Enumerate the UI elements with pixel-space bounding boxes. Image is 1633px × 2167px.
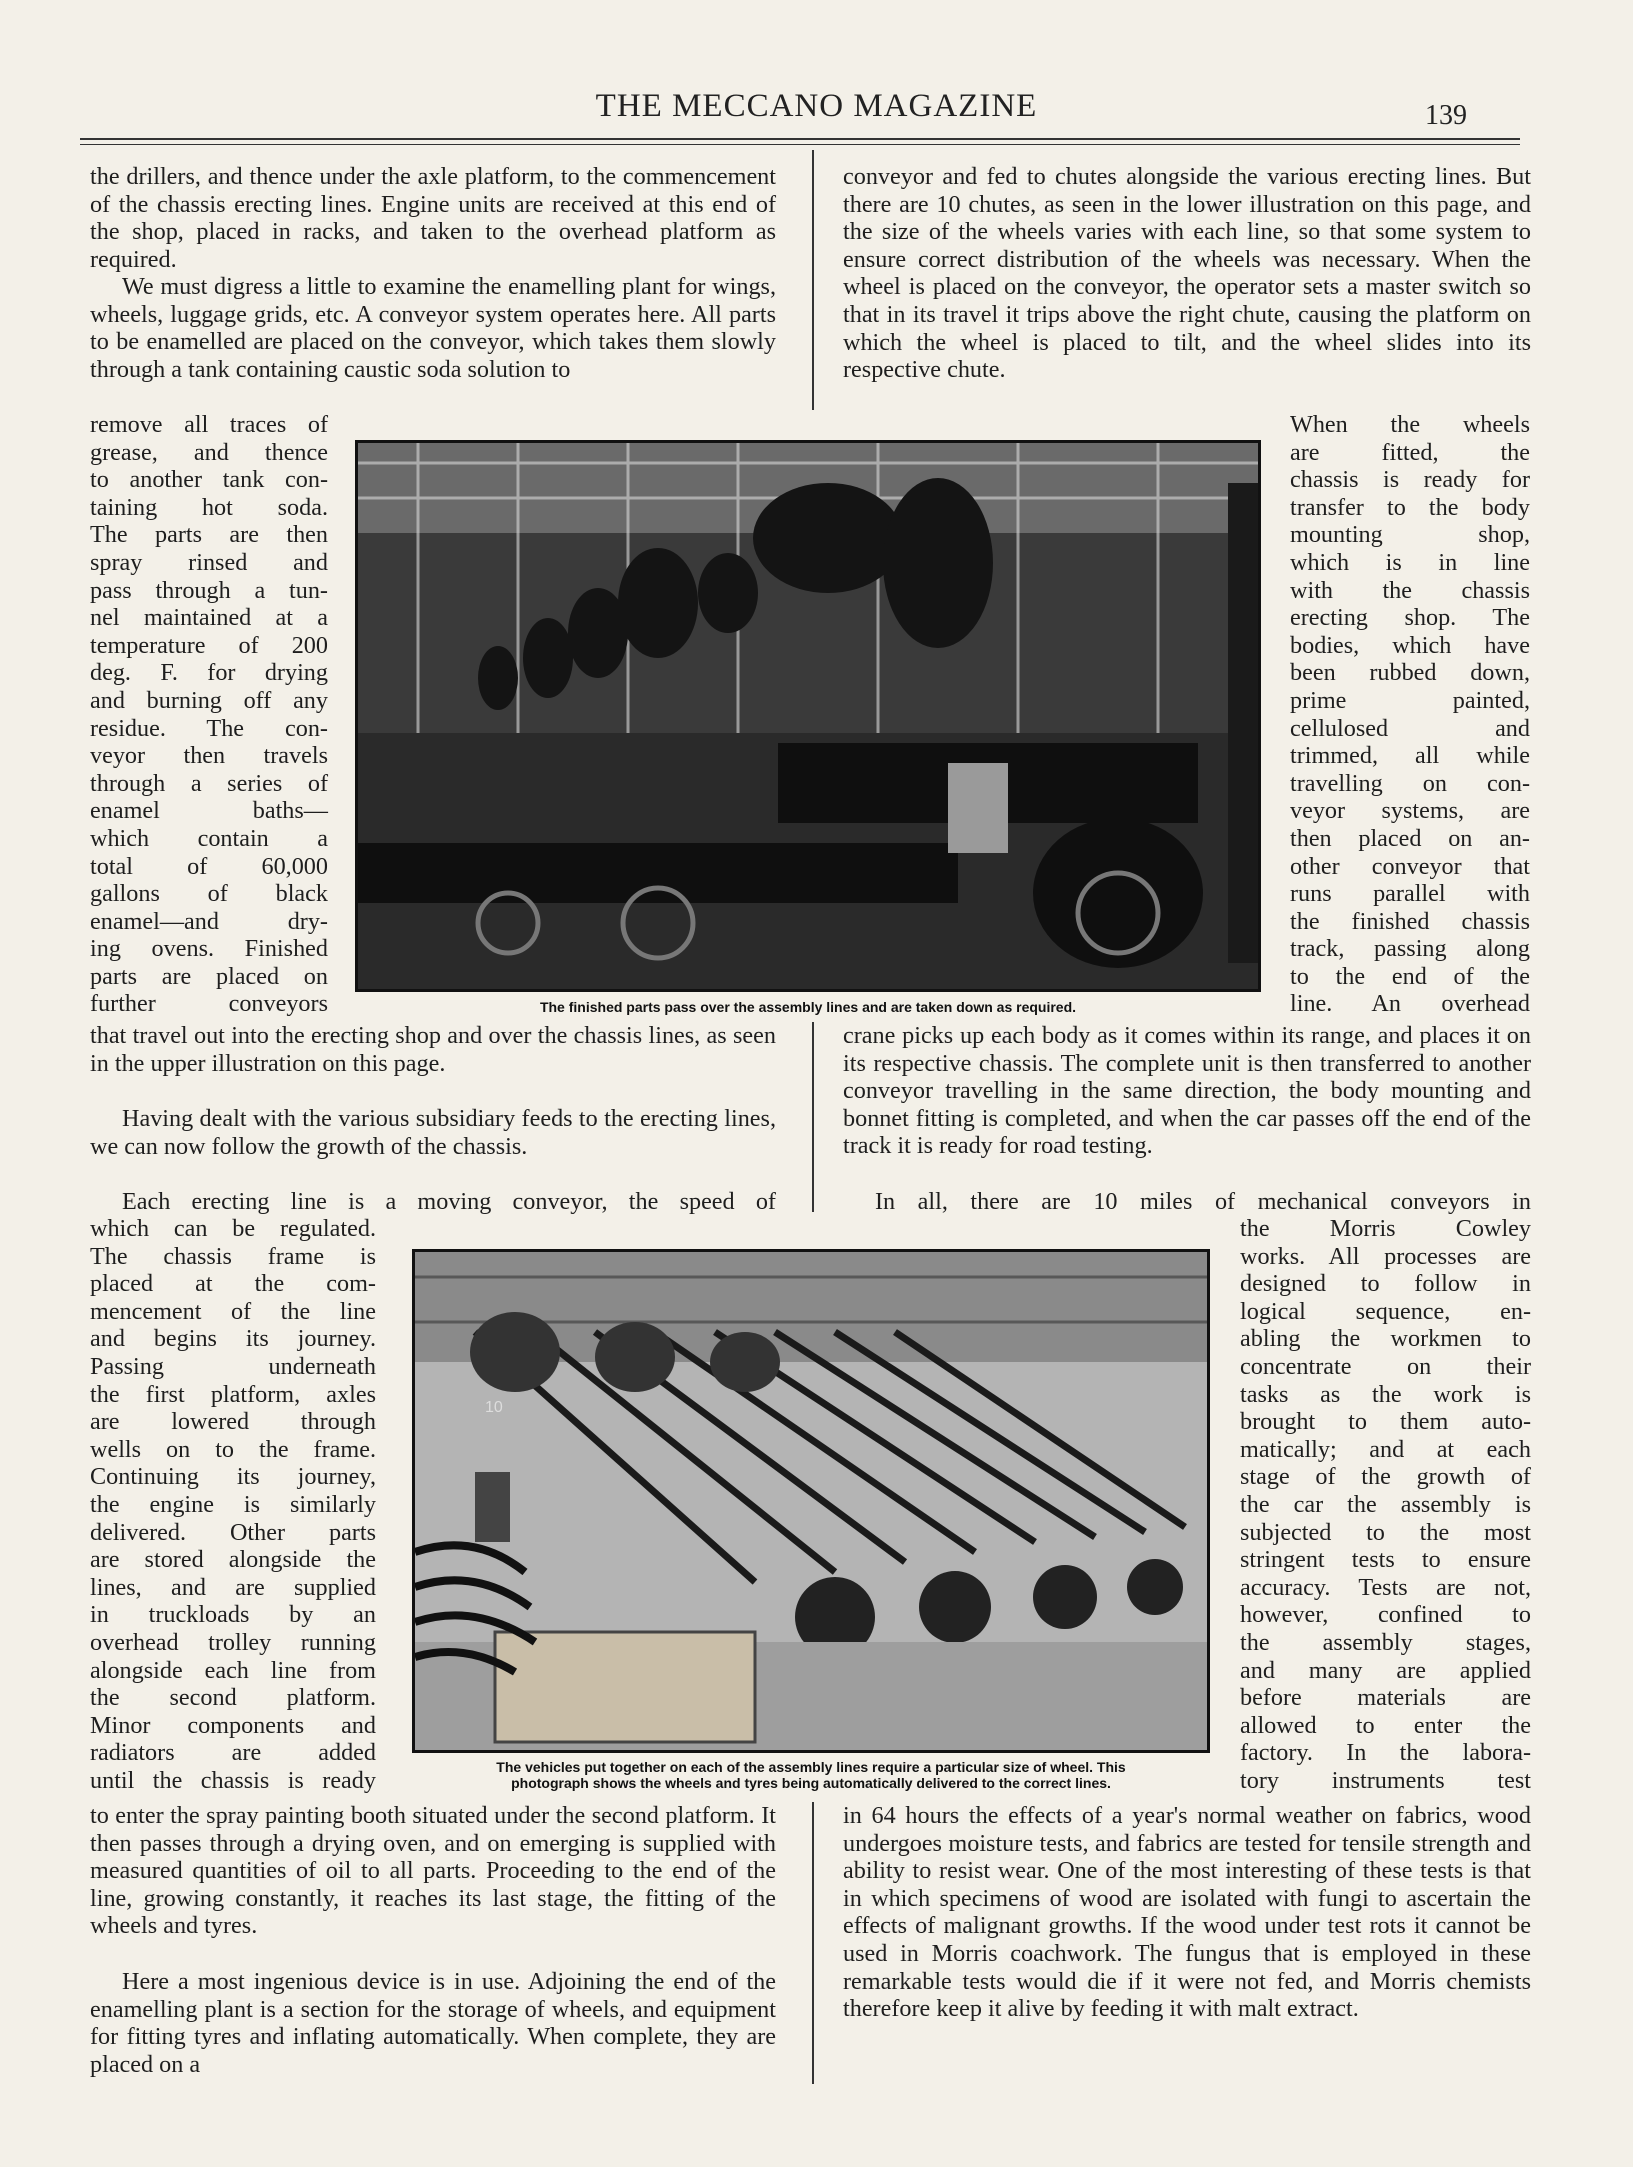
header-rule-thick <box>80 138 1520 140</box>
text-line: the second platform. <box>90 1684 376 1712</box>
text-line: the Morris Cowley <box>1240 1215 1531 1242</box>
text-line: and burning off any <box>90 686 328 714</box>
text-line: matically; and at each <box>1240 1435 1531 1463</box>
text-line: lines, and are supplied <box>90 1573 376 1601</box>
text-line: Minor components and <box>90 1711 376 1739</box>
text-line: stringent tests to ensure <box>1240 1546 1531 1574</box>
text-line: trimmed, all while <box>1290 742 1530 770</box>
text-line: prime painted, <box>1290 686 1530 714</box>
text-line: remove all traces of <box>90 411 328 438</box>
text-line: designed to follow in <box>1240 1270 1531 1298</box>
text-line: to the end of the <box>1290 962 1530 990</box>
page-header-title: THE MECCANO MAGAZINE <box>595 88 1038 124</box>
text-line: pass through a tun- <box>90 576 328 604</box>
text-line: logical sequence, en- <box>1240 1297 1531 1325</box>
text-line: mounting shop, <box>1290 521 1530 549</box>
text-line: veyor systems, are <box>1290 797 1530 825</box>
text-line: then placed on an- <box>1290 824 1530 852</box>
figure-1-caption: The finished parts pass over the assembly lines and are taken down as required. <box>539 999 1077 1015</box>
text-line: mencement of the line <box>90 1297 376 1325</box>
text-line: tory instruments test <box>1240 1766 1531 1794</box>
text-line: The chassis frame is <box>90 1242 376 1270</box>
column-divider-top <box>812 150 814 410</box>
text-line: until the chassis is ready <box>90 1766 376 1794</box>
text-line: been rubbed down, <box>1290 659 1530 687</box>
text-line: The parts are then <box>90 521 328 549</box>
text-line: to another tank con- <box>90 466 328 494</box>
figure-2-caption-line-1: The vehicles put together on each of the assembly lines require a particular size of wheel. This <box>496 1759 1126 1775</box>
text-line: deg. F. for drying <box>90 659 328 687</box>
text-line: which contain a <box>90 824 328 852</box>
text-line: line. An overhead <box>1290 990 1530 1018</box>
text-line: works. All processes are <box>1240 1242 1531 1270</box>
figure-2-caption-line-2: photograph shows the wheels and tyres being automatically delivered to the correct lines. <box>511 1775 1111 1791</box>
text-line: When the wheels <box>1290 411 1530 438</box>
text-line: enamel baths— <box>90 797 328 825</box>
column-divider-middle <box>812 1022 814 1212</box>
text-line: radiators are added <box>90 1739 376 1767</box>
text-line: however, confined to <box>1240 1601 1531 1629</box>
text-line: spray rinsed and <box>90 548 328 576</box>
text-line: parts are placed on <box>90 962 328 990</box>
text-line: placed at the com- <box>90 1270 376 1298</box>
right-column-paragraph-2: crane picks up each body as it comes within its range, and places it on its respective chassis. The complete unit is then transferred to another conveyor travelling in the same direction, the body mounting and bonnet fitting is completed, and when the car passes off the end of the track it is ready for road testing. <box>843 1022 1531 1160</box>
text-line: further conveyors <box>90 990 328 1018</box>
text-line: are lowered through <box>90 1408 376 1436</box>
column-divider-bottom <box>812 1802 814 2084</box>
text-line: cellulosed and <box>1290 714 1530 742</box>
text-line: total of 60,000 <box>90 852 328 880</box>
text-line: chassis is ready for <box>1290 466 1530 494</box>
left-wrap-text-2 <box>90 1215 376 1794</box>
left-wrap-text-1 <box>90 411 328 1018</box>
text-line: tasks as the work is <box>1240 1380 1531 1408</box>
text-line: subjected to the most <box>1240 1518 1531 1546</box>
right-column-paragraph-3: In all, there are 10 miles of mechanical conveyors in <box>875 1188 1531 1215</box>
figure-enamelling-conveyor-photo <box>355 440 1261 992</box>
text-line: in truckloads by an <box>90 1601 376 1629</box>
text-line: overhead trolley running <box>90 1628 376 1656</box>
text-line: before materials are <box>1240 1684 1531 1712</box>
text-line: track, passing along <box>1290 935 1530 963</box>
right-column-paragraph-1: conveyor and fed to chutes alongside the various erecting lines. But there are 10 chutes, as seen in the lower illustration on this page, and the size of the wheels varies with each line, so that some system to ensure correct distribution of the wheels was necessary. When the wheel is placed on the conveyor, the operator sets a master switch so that in its travel it trips above the right chute, causing the platform on which the wheel is placed to tilt, and the wheel slides into its respective chute. <box>843 163 1531 384</box>
text-line: runs parallel with <box>1290 880 1530 908</box>
text-line: veyor then travels <box>90 742 328 770</box>
text-line: and begins its journey. <box>90 1325 376 1353</box>
text-line: brought to them auto- <box>1240 1408 1531 1436</box>
text-line: through a series of <box>90 769 328 797</box>
text-line: bodies, which have <box>1290 631 1530 659</box>
text-line: transfer to the body <box>1290 493 1530 521</box>
text-line: allowed to enter the <box>1240 1711 1531 1739</box>
text-line: wells on to the frame. <box>90 1435 376 1463</box>
text-line: the first platform, axles <box>90 1380 376 1408</box>
text-line: other conveyor that <box>1290 852 1530 880</box>
text-line: abling the workmen to <box>1240 1325 1531 1353</box>
text-line: stage of the growth of <box>1240 1463 1531 1491</box>
left-column-paragraph-2: We must digress a little to examine the enamelling plant for wings, wheels, luggage grids, etc. A conveyor system operates here. All parts to be enamelled are placed on the conveyor, which takes them slowly through a tank containing caustic soda solution to <box>90 273 776 383</box>
page-number: 139 <box>1425 100 1467 131</box>
text-line: which is in line <box>1290 548 1530 576</box>
text-line: taining hot soda. <box>90 493 328 521</box>
text-line: factory. In the labora- <box>1240 1739 1531 1767</box>
text-line: residue. The con- <box>90 714 328 742</box>
text-line: travelling on con- <box>1290 769 1530 797</box>
text-line: delivered. Other parts <box>90 1518 376 1546</box>
text-line: the assembly stages, <box>1240 1628 1531 1656</box>
text-line: and many are applied <box>1240 1656 1531 1684</box>
text-line: enamel—and dry- <box>90 907 328 935</box>
text-line: erecting shop. The <box>1290 604 1530 632</box>
left-column-paragraph-6: to enter the spray painting booth situated under the second platform. It then passes through a drying oven, and on emerging is supplied with measured quantities of oil to all parts. Proceeding to the end of the line, growing constantly, it reaches its last stage, the fitting of the wheels and tyres. <box>90 1802 776 1940</box>
right-wrap-text-1 <box>1290 411 1530 1018</box>
left-column-paragraph-7: Here a most ingenious device is in use. Adjoining the end of the enamelling plant is a section for the storage of wheels, and equipment for fitting tyres and inflating automatically. When complete, they are placed on a <box>90 1968 776 2078</box>
text-line: Continuing its journey, <box>90 1463 376 1491</box>
chute-number-label: 10 <box>485 1399 503 1416</box>
header-rule-thin <box>80 144 1520 145</box>
text-line: Passing underneath <box>90 1352 376 1380</box>
text-line: are fitted, the <box>1290 438 1530 466</box>
left-column-paragraph-4: Having dealt with the various subsidiary feeds to the erecting lines, we can now follow the growth of the chassis. <box>90 1105 776 1160</box>
left-column-paragraph-3: that travel out into the erecting shop and over the chassis lines, as seen in the upper illustration on this page. <box>90 1022 776 1077</box>
left-column-paragraph-1: the drillers, and thence under the axle platform, to the commencement of the chassis erecting lines. Engine units are received at this end of the shop, placed in racks, and taken to the overhead platform as required. <box>90 163 776 273</box>
text-line: ing ovens. Finished <box>90 935 328 963</box>
text-line: the engine is similarly <box>90 1490 376 1518</box>
text-line: temperature of 200 <box>90 631 328 659</box>
text-line: concentrate on their <box>1240 1352 1531 1380</box>
text-line: with the chassis <box>1290 576 1530 604</box>
left-column-paragraph-5: Each erecting line is a moving conveyor, the speed of <box>122 1188 776 1215</box>
text-line: alongside each line from <box>90 1656 376 1684</box>
text-line: nel maintained at a <box>90 604 328 632</box>
right-wrap-text-2 <box>1240 1215 1531 1794</box>
text-line: the car the assembly is <box>1240 1490 1531 1518</box>
text-line: gallons of black <box>90 880 328 908</box>
right-column-paragraph-4: in 64 hours the effects of a year's normal weather on fabrics, wood undergoes moisture tests, and fabrics are tested for tensile strength and ability to resist wear. One of the most interesting of these tests is that in which specimens of wood are isolated with fungi to ascertain the effects of malignant growths. If the wood under test rots it cannot be used in Morris coachwork. The fungus that is employed in these remarkable tests would die if it were not fed, and Morris chemists therefore keep it alive by feeding it with malt extract. <box>843 1802 1531 2023</box>
figure-2-caption <box>412 1759 1210 1791</box>
text-line: are stored alongside the <box>90 1546 376 1574</box>
text-line: the finished chassis <box>1290 907 1530 935</box>
figure-wheel-chutes-photo <box>412 1249 1210 1753</box>
text-line: which can be regulated. <box>90 1215 376 1242</box>
text-line: grease, and thence <box>90 438 328 466</box>
text-line: accuracy. Tests are not, <box>1240 1573 1531 1601</box>
